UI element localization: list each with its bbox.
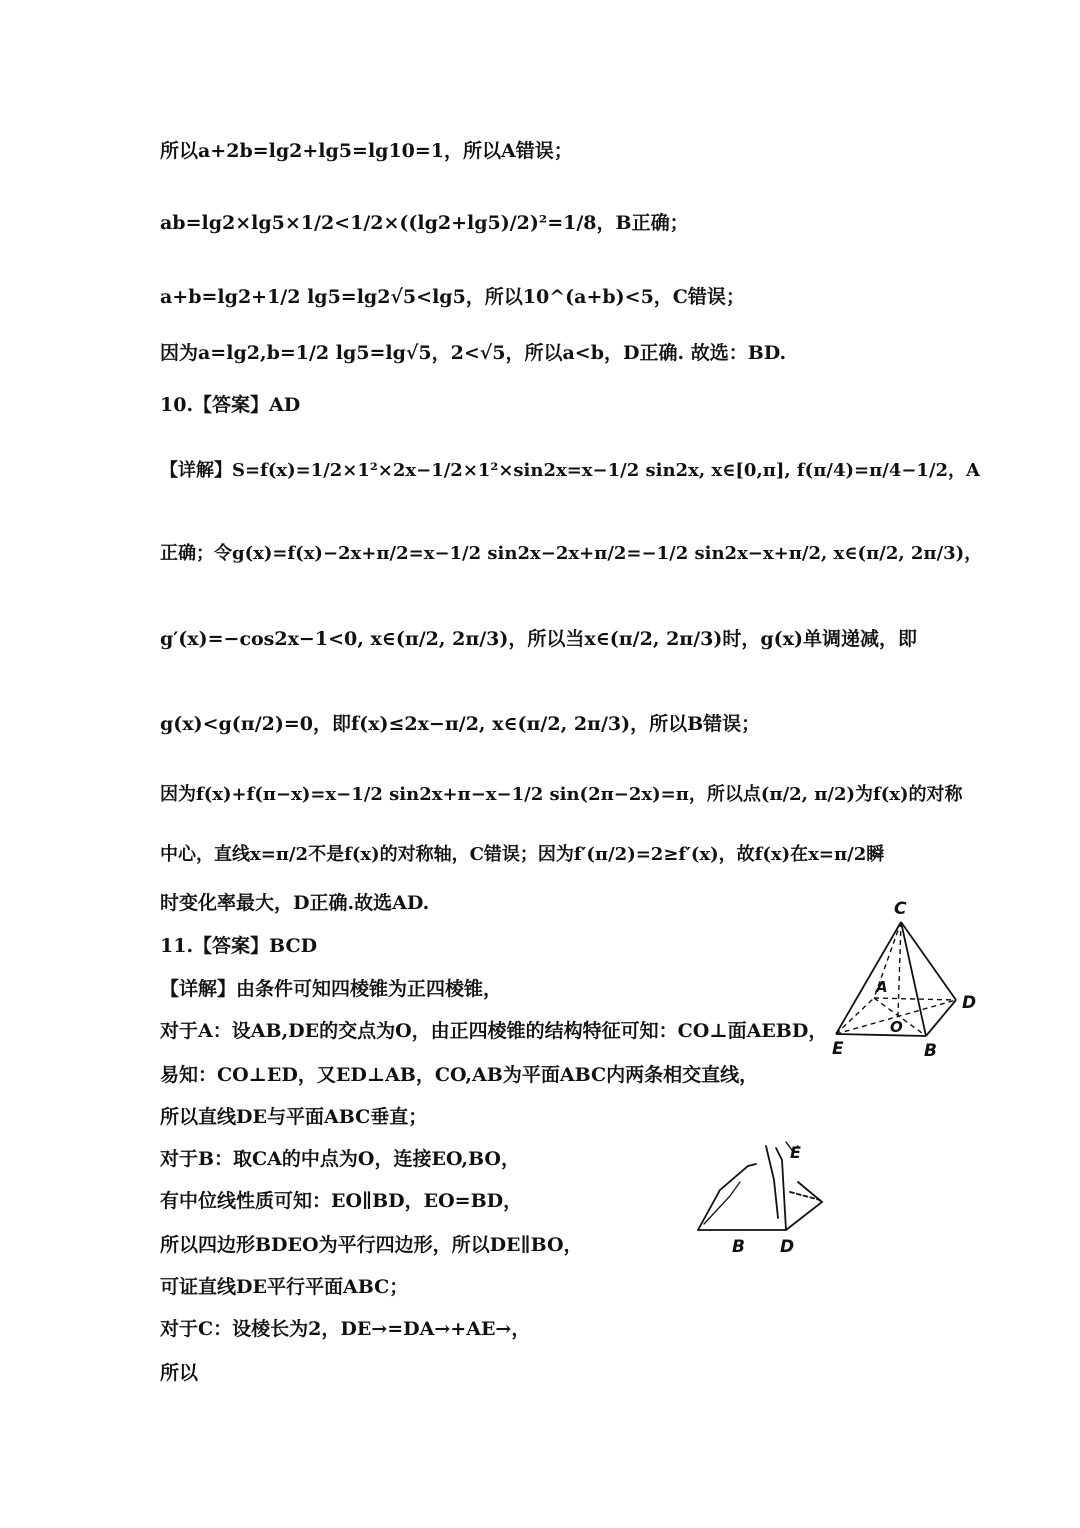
text-line-4: 因为a=lg2,b=1/2 lg5=lg√5，2<√5，所以a<b，D正确. 故选：BD. [160, 342, 787, 364]
text-line-2: ab=lg2×lg5×1/2<1/2×((lg2+lg5)/2)²=1/8，B正确； [160, 212, 689, 234]
sketch-label-b: B [732, 1237, 745, 1257]
height-co-hidden [898, 922, 901, 1016]
sketch-label-d: D [780, 1237, 795, 1257]
pyramid-label-a: A [876, 978, 888, 996]
pyramid-label-b: B [924, 1041, 937, 1061]
edge-ad-hidden [874, 998, 956, 1000]
text-line-18: 对于B：取CA的中点为O，连接EO,BO， [160, 1148, 520, 1170]
text-line-6: 【详解】S=f(x)=1/2×1²×2x−1/2×1²×sin2x=x−1/2 sin2x, x∈[0,π], f(π/4)=π/4−1/2，A [160, 460, 981, 481]
pyramid-label-o: O [890, 1018, 903, 1036]
sketch-left-edge [698, 1164, 756, 1230]
pyramid-label-c: C [894, 899, 907, 919]
text-line-19: 有中位线性质可知：EO∥BD，EO=BD， [160, 1190, 523, 1212]
text-line-12: 时变化率最大，D正确.故选AD. [160, 892, 430, 914]
sketch-label-e: E [790, 1143, 801, 1162]
text-line-16: 易知：CO⊥ED，又ED⊥AB，CO,AB为平面ABC内两条相交直线， [160, 1064, 759, 1086]
answer-heading-10: 10.【答案】AD [160, 394, 301, 416]
pyramid-label-d: D [962, 993, 977, 1013]
text-line-23: 所以 [160, 1362, 199, 1384]
edge-eb [836, 1034, 926, 1036]
edge-bd [926, 1000, 956, 1036]
answer-heading-11: 11.【答案】BCD [160, 935, 318, 957]
pyramid-label-e: E [832, 1039, 844, 1059]
text-line-17: 所以直线DE与平面ABC垂直； [160, 1106, 428, 1128]
sketch-base-right [698, 1182, 822, 1230]
text-line-7: 正确；令g(x)=f(x)−2x+π/2=x−1/2 sin2x−2x+π/2=−1/2 sin2x−x+π/2, x∈(π/2, 2π/3)， [160, 543, 983, 564]
text-line-22: 对于C：设棱长为2，DE→=DA→+AE→， [160, 1318, 531, 1340]
sketch-inner-line [766, 1146, 778, 1218]
text-line-21: 可证直线DE平行平面ABC； [160, 1276, 409, 1298]
text-line-9: g(x)<g(π/2)=0，即f(x)≤2x−π/2, x∈(π/2, 2π/3)，所以B错误； [160, 713, 761, 735]
text-line-1: 所以a+2b=lg2+lg5=lg10=1，所以A错误； [160, 140, 573, 162]
pyramid-figure [826, 894, 990, 1062]
text-line-20: 所以四边形BDEO为平行四边形，所以DE∥BO， [160, 1234, 583, 1256]
text-line-10: 因为f(x)+f(π−x)=x−1/2 sin2x+π−x−1/2 sin(2π−2x)=π，所以点(π/2, π/2)为f(x)的对称 [160, 784, 963, 805]
text-line-14: 【详解】由条件可知四棱锥为正四棱锥， [160, 978, 503, 1000]
text-line-3: a+b=lg2+1/2 lg5=lg2√5<lg5，所以10^(a+b)<5，C错误； [160, 286, 745, 308]
text-line-11: 中心，直线x=π/2不是f(x)的对称轴，C错误；因为f′(π/2)=2≥f′(x)，故f(x)在x=π/2瞬 [160, 844, 885, 865]
sketch-figure [690, 1136, 840, 1261]
text-line-8: g′(x)=−cos2x−1<0, x∈(π/2, 2π/3)，所以当x∈(π/2, 2π/3)时，g(x)单调递减，即 [160, 628, 917, 650]
text-line-15: 对于A：设AB,DE的交点为O，由正四棱锥的结构特征可知：CO⊥面AEBD， [160, 1020, 828, 1042]
